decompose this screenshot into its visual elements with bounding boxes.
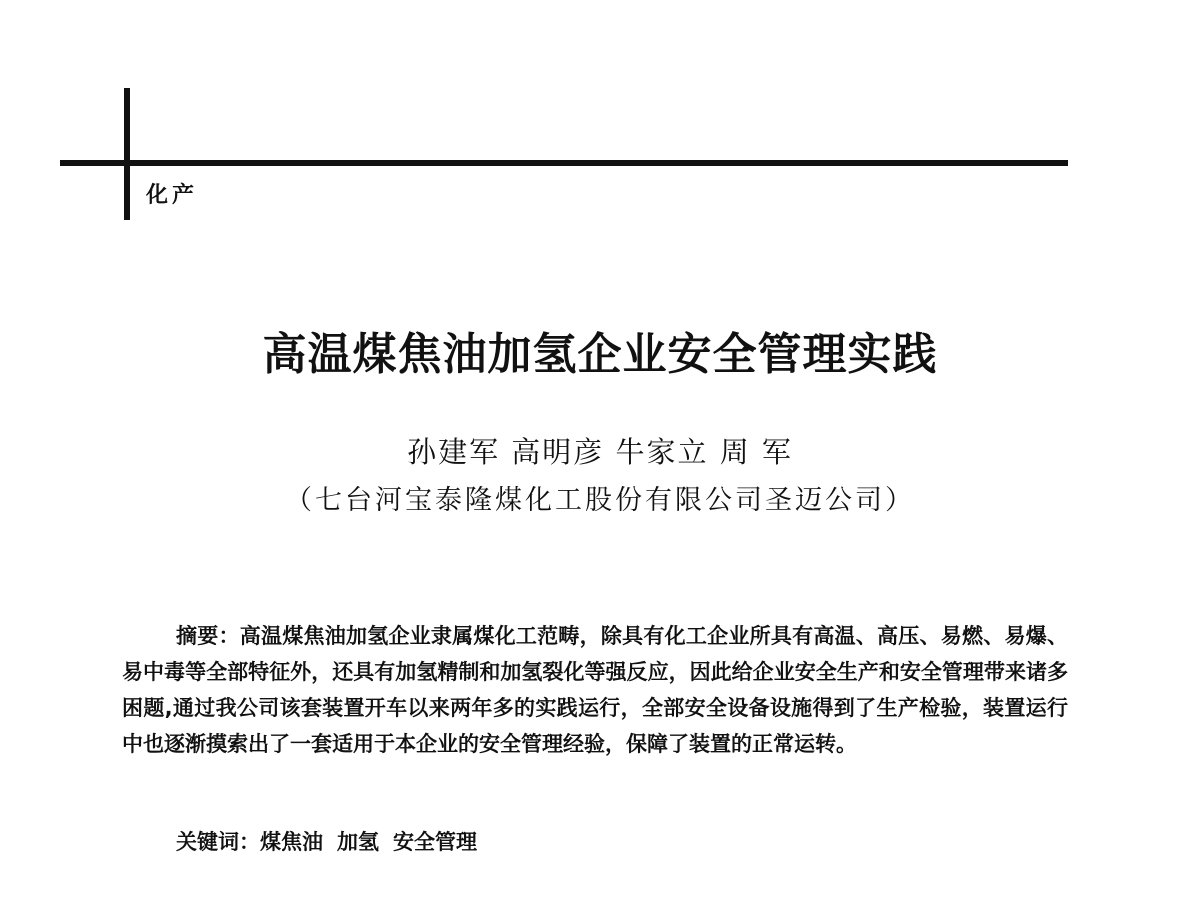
keyword-item: 煤焦油 [260, 830, 323, 854]
article-authors: 孙建军 高明彦 牛家立 周 军 [407, 435, 793, 469]
keywords-line [176, 826, 491, 856]
header-horizontal-rule [60, 160, 1068, 166]
header-vertical-rule [124, 88, 130, 220]
abstract-text: 高温煤焦油加氢企业隶属煤化工范畴，除具有化工企业所具有高温、高压、易燃、易爆、易中毒等全部特征外，还具有加氢精制和加氢裂化等强反应，因此给企业安全生产和安全管理带来诸多困题,通过我公司该套装置开车以来两年多的实践运行，全部安全设备设施得到了生产检验，装置运行中也逐渐摸索出了一套适用于本企业的安全管理经验，保障了装置的正常运转。 [122, 624, 1068, 756]
article-title: 高温煤焦油加氢企业安全管理实践 [262, 329, 938, 380]
keyword-item: 安全管理 [393, 830, 477, 854]
article-affiliation: （七台河宝泰隆煤化工股份有限公司圣迈公司） [285, 485, 915, 516]
abstract [122, 618, 1068, 762]
section-label: 化产 [146, 183, 199, 208]
keywords-label: 关键词： [176, 830, 260, 854]
keyword-item: 加氢 [337, 830, 379, 854]
abstract-label: 摘要： [176, 624, 240, 648]
